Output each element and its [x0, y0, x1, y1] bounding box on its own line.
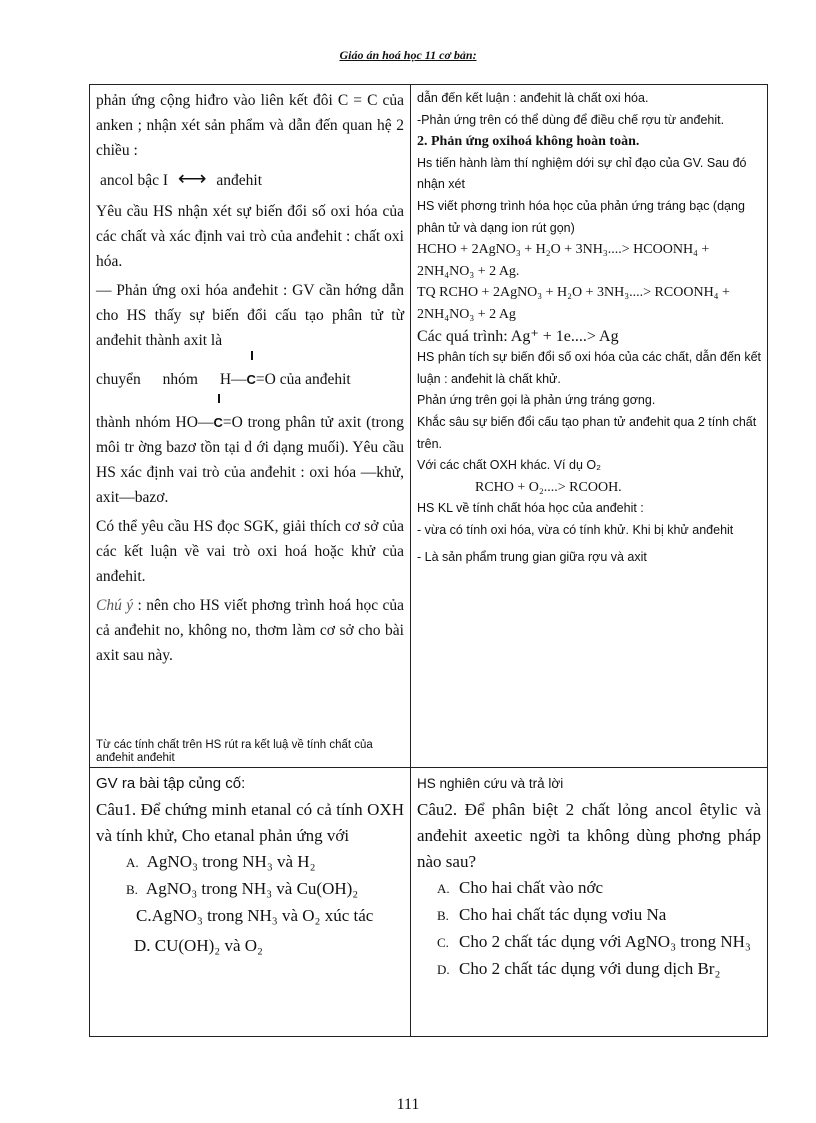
answer-option — [417, 875, 761, 902]
lesson-table — [89, 84, 768, 1037]
text-line: Với các chất OXH khác. Ví dụ O₂ — [417, 458, 601, 473]
page-number: 111 — [396, 1096, 420, 1113]
equation: RCHO + O₂....> RCOOH. — [475, 479, 622, 495]
option-text: AgNO₃ trong NH₃ và H₂ — [146, 852, 316, 871]
option-text: D. CU(OH)₂ và O₂ — [134, 936, 263, 955]
section-heading: 2. Phản ứng oxihoá không hoàn toàn. — [417, 134, 640, 150]
option-key: A. — [126, 855, 139, 870]
table-row — [90, 85, 768, 768]
text-line: HS phân tích sự biến đổi số oxi hóa của các chất, dẫn đến kết luận : anđehit là chất khử. — [417, 350, 762, 386]
formula-text: chuyển nhóm H— — [96, 371, 247, 388]
paragraph: Có thể yêu cầu HS đọc SGK, giải thích cơ sở của các kết luận về vai trò oxi hoá hoặc khử của anđehit. — [96, 518, 404, 585]
option-text: C.AgNO₃ trong NH₃ và O₂ xúc tác — [136, 906, 374, 925]
text-line: HS viết phơng trình hóa học của phản ứng tráng bạc (dạng phân tử và dạng ion rút gọn) — [417, 198, 745, 235]
formula-text: =O trong phân tử axit (trong môi tr ờng bazơ tồn tại d ới dạng muối). Yêu cầu HS xác định vai trò của anđehit : oxi hóa —khử, axit—bazơ. — [96, 414, 404, 506]
answer-option — [96, 849, 404, 876]
paragraph: — Phản ứng oxi hóa anđehit : GV cần hớng dẫn cho HS thấy sự biến đổi cấu tạo phân tử từ anđehit thành axit là — [96, 282, 404, 349]
option-text: Cho 2 chất tác dụng với AgNO₃ trong NH₃ — [459, 932, 751, 951]
bond-line — [251, 351, 253, 360]
formula-text: =O của anđehit — [255, 371, 351, 388]
paragraph: phản ứng cộng hiđro vào liên kết đôi C = C của anken ; nhận xét sản phẩm và dẫn đến quan hệ 2 chiều : — [96, 92, 404, 159]
option-text: AgNO₃ trong NH₃ và Cu(OH)₂ — [145, 879, 359, 898]
table-row — [90, 768, 768, 1037]
formula-paragraph — [96, 410, 404, 510]
equation: Các quá trình: Ag⁺ + 1e....> Ag — [417, 327, 619, 345]
option-key: D. — [437, 962, 450, 977]
text-line: dẫn đến kết luận : anđehit là chất oxi hóa. — [417, 91, 649, 105]
option-text: Cho 2 chất tác dụng với dung dịch Br₂ — [459, 959, 721, 978]
paragraph: Yêu cầu HS nhận xét sự biến đổi số oxi hóa của các chất và xác định vai trò của anđehit : chất oxi hóa. — [96, 203, 404, 270]
answer-option — [417, 929, 761, 956]
exercise-cell — [90, 768, 411, 1037]
answer-option — [417, 956, 761, 983]
note-paragraph — [96, 593, 404, 668]
exercise-title: GV ra bài tập củng cố: — [96, 775, 246, 792]
page-header: Giáo án hoá học 11 cơ bản: — [339, 48, 477, 62]
relation-line — [96, 167, 404, 193]
option-key: C. — [437, 935, 449, 950]
answer-cell — [411, 768, 768, 1037]
answer-option — [96, 876, 404, 903]
text-line: - Là sản phẩm trung gian giữa rợu và axit — [417, 550, 647, 565]
text-line: -Phản ứng trên có thể dùng để điều chế rợu từ anđehit. — [417, 112, 725, 127]
teacher-activity-cell — [90, 85, 411, 768]
answer-title: HS nghiên cứu và trả lời — [417, 776, 564, 791]
formula-text: thành nhóm HO— — [96, 414, 214, 431]
option-text: Cho hai chất tác dụng vơiu Na — [459, 905, 667, 924]
equation: TQ RCHO + 2AgNO₃ + H₂O + 3NH₃....> RCOONH₄ + 2NH₄NO₃ + 2 Ag — [417, 285, 730, 322]
carbon-symbol: C — [246, 372, 256, 387]
bond-line — [218, 394, 220, 403]
relation-left: ancol bậc I — [100, 172, 168, 189]
answer-option — [96, 933, 404, 959]
option-text: Cho hai chất vào nớc — [459, 878, 604, 897]
question-text: Câu1. Để chứng minh etanal có cả tính OXH và tính khử, Cho etanal phản ứng với — [96, 800, 404, 845]
conclusion-note: Từ các tính chất trên HS rút ra kết luậ về tính chất của anđehit anđehit — [96, 739, 373, 764]
carbonyl-carbon — [247, 367, 256, 392]
option-key: B. — [126, 882, 138, 897]
formula-line — [96, 367, 404, 392]
option-key: A. — [437, 881, 450, 896]
carbonyl-carbon — [213, 410, 222, 435]
text-line: - vừa có tính oxi hóa, vừa có tính khử. Khi bị khử anđehit — [417, 522, 734, 537]
answer-option — [96, 903, 404, 929]
student-activity-cell — [411, 85, 768, 768]
text-line: Khắc sâu sự biến đổi cấu tạo phan tử anđehit qua 2 tính chất trên. — [417, 414, 757, 451]
text-line: HS KL về tính chất hóa học của anđehit : — [417, 501, 644, 516]
equation: HCHO + 2AgNO₃ + H₂O + 3NH₃....> HCOONH₄ + 2NH₄NO₃ + 2 Ag. — [417, 242, 710, 279]
text-line: Phản ứng trên gọi là phản ứng tráng gơng. — [417, 393, 656, 408]
question-text: Câu2. Để phân biệt 2 chất lỏng ancol êtylic và anđehit axeetic ngời ta không dùng phơng pháp nào sau? — [417, 800, 761, 871]
option-key: B. — [437, 908, 449, 923]
text-line: Hs tiến hành làm thí nghiệm dới sự chỉ đạo của GV. Sau đó nhận xét — [417, 155, 747, 192]
double-arrow-icon: ⟷ — [177, 168, 207, 190]
note-text: : nên cho HS viết phơng trình hoá học của cả anđehit no, không no, thơm làm cơ sở cho bài axit sau này. — [96, 597, 404, 664]
carbon-symbol: C — [213, 415, 223, 430]
relation-right: anđehit — [216, 172, 263, 189]
note-label: Chú ý — [96, 597, 134, 614]
answer-option — [417, 902, 761, 929]
